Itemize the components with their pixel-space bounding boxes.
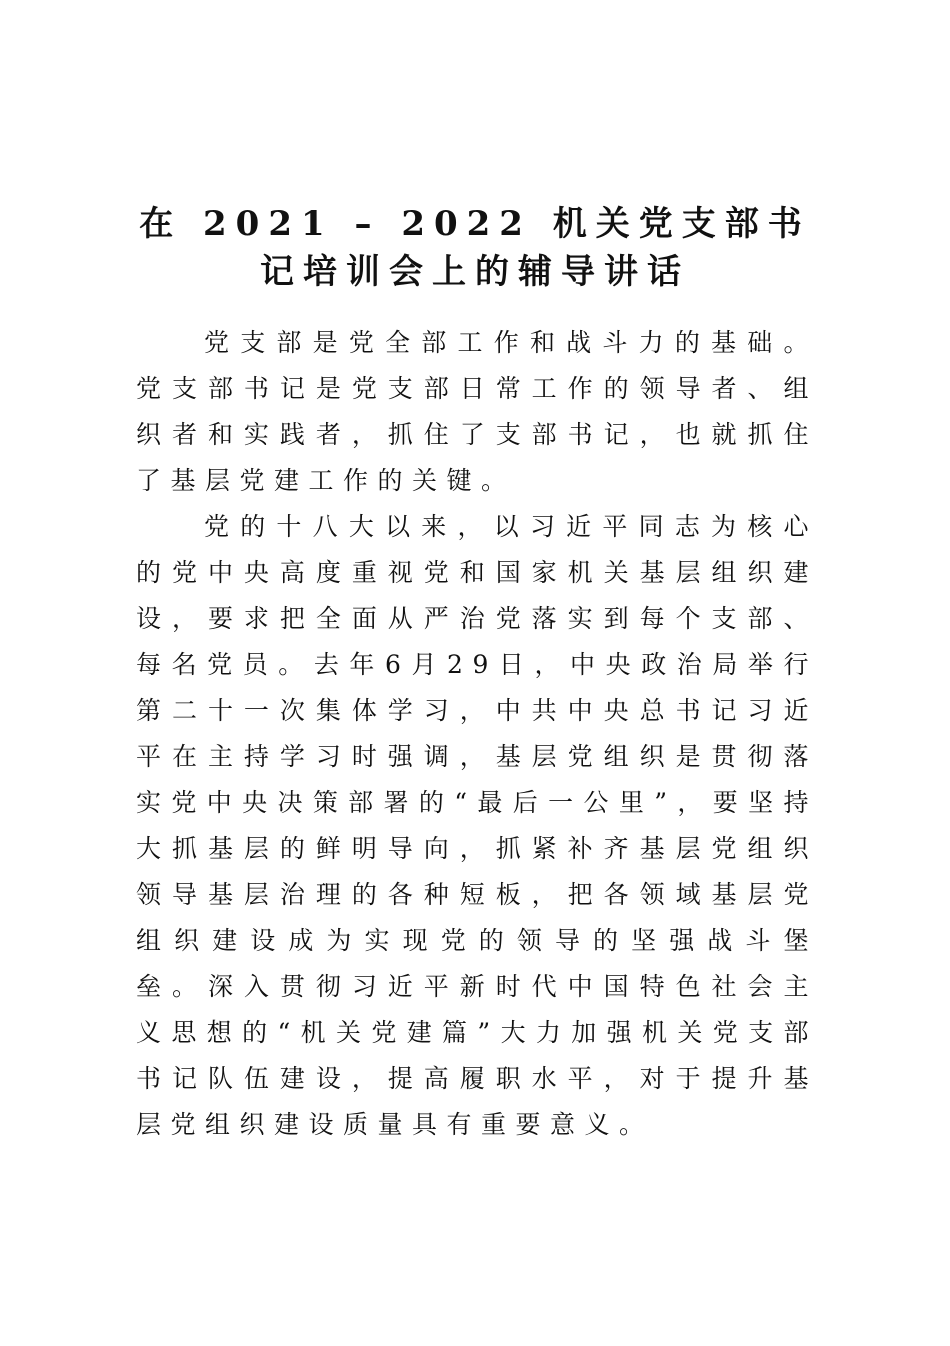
paragraph-1: 党支部是党全部工作和战斗力的基础。党支部书记是党支部日常工作的领导者、组织者和实践者，抓住了支部书记，也就抓住了基层党建工作的关键。 (136, 328, 818, 495)
document-title: 在 2021 – 2022 机关党支部书记培训会上的辅导讲话 (139, 204, 811, 292)
document-body (136, 320, 818, 1148)
paragraph-2: 党的十八大以来，以习近平同志为核心的党中央高度重视党和国家机关基层组织建设，要求把全面从严治党落实到每个支部、每名党员。去年6月29日，中央政治局举行第二十一次集体学习，中共中央总书记习近平在主持学习时强调，基层党组织是贯彻落实党中央决策部署的“最后一公里”，要坚持大抓基层的鲜明导向，抓紧补齐基层党组织领导基层治理的各种短板，把各领域基层党组织建设成为实现党的领导的坚强战斗堡垒。深入贯彻习近平新时代中国特色社会主义思想的“机关党建篇”大力加强机关党支部书记队伍建设，提高履职水平，对于提升基层党组织建设质量具有重要意义。 (136, 512, 818, 1139)
